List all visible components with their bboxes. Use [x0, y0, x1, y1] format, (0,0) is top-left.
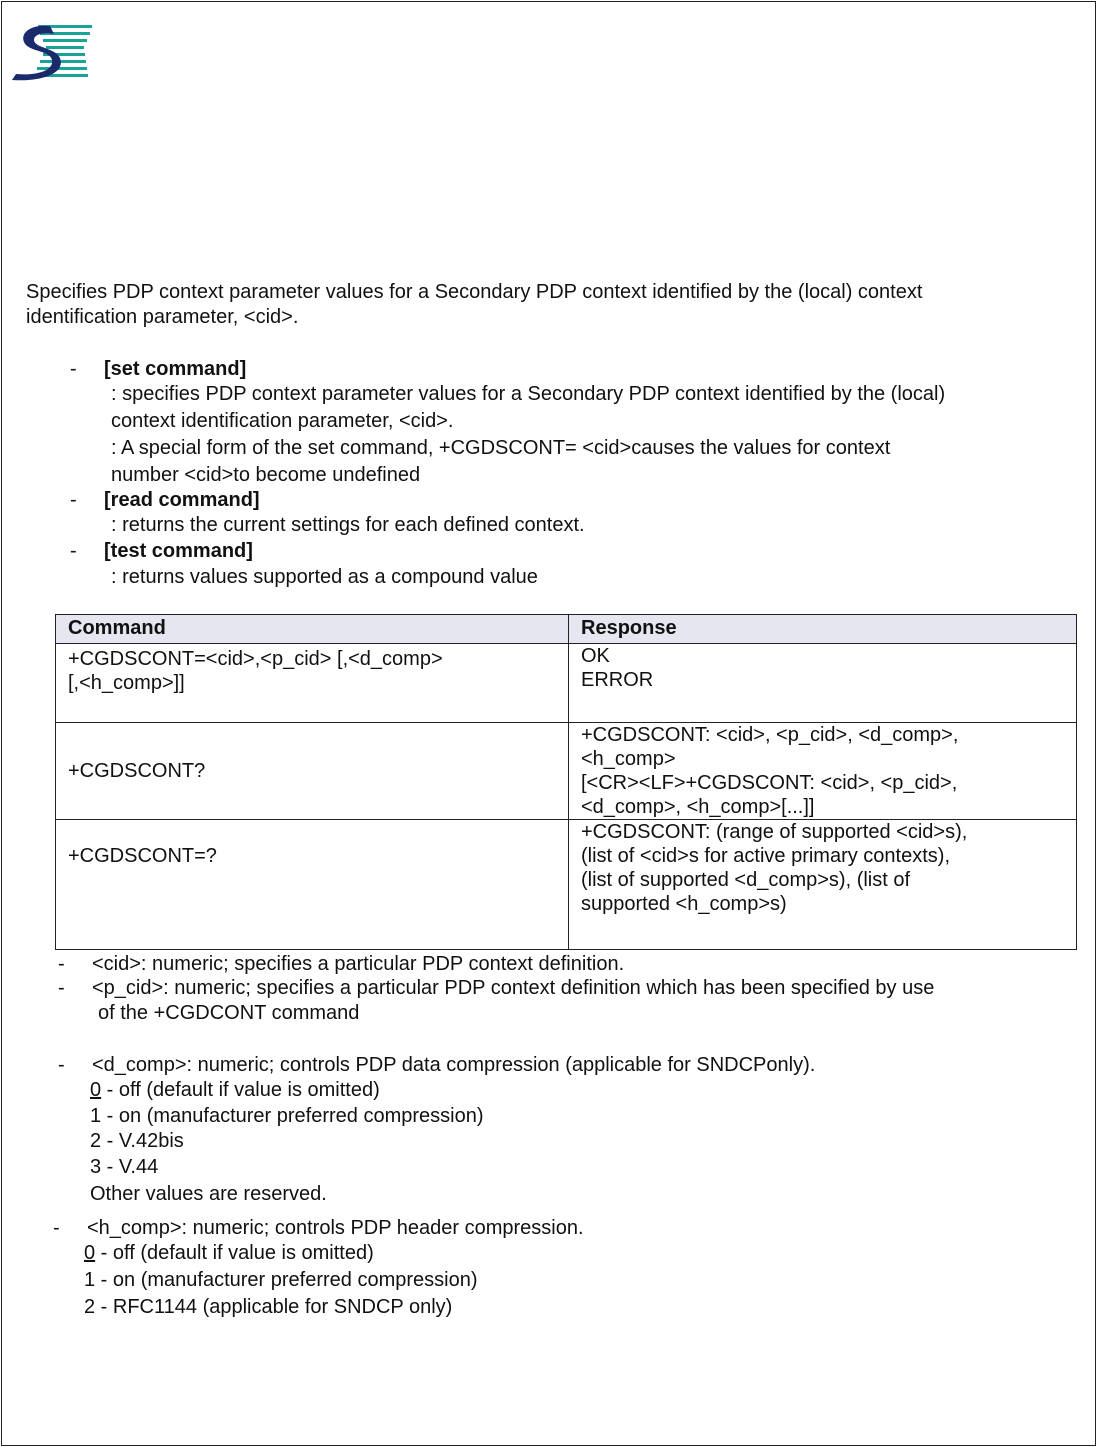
set-desc-line-4: number <cid>to become undefined: [111, 464, 421, 486]
value-desc: - off (default if value is omitted): [95, 1242, 374, 1264]
response-text: (list of supported <d_comp>s), (list of: [581, 869, 911, 891]
test-command-title: [test command]: [104, 540, 253, 562]
d-comp-value-0: [90, 1078, 380, 1102]
param-cid: <cid>: numeric; specifies a particular PDP context definition.: [92, 953, 625, 975]
command-table: [55, 614, 1077, 950]
company-logo: [10, 22, 94, 82]
set-desc-line-1: : specifies PDP context parameter values for a Secondary PDP context identified by the (local): [111, 383, 946, 405]
command-text: +CGDSCONT=<cid>,<p_cid> [,<d_comp>: [68, 648, 443, 670]
test-desc: : returns values supported as a compound value: [111, 566, 538, 588]
response-text: <d_comp>, <h_comp>[...]]: [581, 796, 815, 818]
read-command-title: [read command]: [104, 489, 260, 511]
param-dash: -: [58, 953, 65, 975]
header-command: Command: [56, 615, 569, 644]
command-cell: [56, 644, 569, 723]
set-dash: -: [70, 358, 77, 380]
d-comp-other: Other values are reserved.: [90, 1183, 327, 1205]
set-command-title: [set command]: [104, 358, 247, 380]
h-comp-value-1: 1 - on (manufacturer preferred compression): [84, 1269, 478, 1291]
set-desc-line-2: context identification parameter, <cid>.: [111, 410, 454, 432]
response-text: +CGDSCONT: (range of supported <cid>s),: [581, 821, 968, 843]
intro-line-2: identification parameter, <cid>.: [26, 306, 299, 328]
table-row: [56, 723, 1077, 820]
command-cell: [56, 820, 569, 950]
d-comp-value-2: 2 - V.42bis: [90, 1130, 184, 1152]
test-dash: -: [70, 540, 77, 562]
response-text: <h_comp>: [581, 748, 676, 770]
command-cell: [56, 723, 569, 820]
table-row: [56, 820, 1077, 950]
response-cell: [569, 723, 1077, 820]
response-cell: [569, 820, 1077, 950]
response-text: OK: [581, 645, 610, 667]
h-comp-value-2: 2 - RFC1144 (applicable for SNDCP only): [84, 1296, 453, 1318]
response-text: (list of <cid>s for active primary contexts),: [581, 845, 951, 867]
read-desc: : returns the current settings for each defined context.: [111, 514, 585, 536]
h-comp-value-0: [84, 1241, 374, 1265]
intro-line-1: Specifies PDP context parameter values for a Secondary PDP context identified by the (local) context: [26, 281, 923, 303]
read-dash: -: [70, 489, 77, 511]
param-p-cid-line-2: of the +CGDCONT command: [98, 1002, 360, 1024]
param-d-comp-title: <d_comp>: numeric; controls PDP data compression (applicable for SNDCPonly).: [92, 1054, 816, 1076]
default-value: 0: [84, 1242, 96, 1264]
response-cell: [569, 644, 1077, 723]
response-text: supported <h_comp>s): [581, 893, 787, 915]
value-desc: - off (default if value is omitted): [101, 1079, 380, 1101]
header-response: Response: [569, 615, 1077, 644]
param-dash: -: [53, 1217, 60, 1239]
param-p-cid-line-1: <p_cid>: numeric; specifies a particular PDP context definition which has been specified by use: [92, 977, 935, 999]
command-text: +CGDSCONT?: [68, 760, 206, 782]
param-dash: -: [58, 1054, 65, 1076]
set-desc-line-3: : A special form of the set command, +CGDSCONT= <cid>causes the values for context: [111, 437, 891, 459]
param-dash: -: [58, 977, 65, 999]
command-text: [,<h_comp>]]: [68, 672, 185, 694]
param-h-comp-title: <h_comp>: numeric; controls PDP header compression.: [87, 1217, 584, 1239]
default-value: 0: [90, 1079, 102, 1101]
command-text: +CGDSCONT=?: [68, 845, 217, 867]
response-text: +CGDSCONT: <cid>, <p_cid>, <d_comp>,: [581, 724, 959, 746]
d-comp-value-3: 3 - V.44: [90, 1156, 159, 1178]
table-row: [56, 644, 1077, 723]
d-comp-value-1: 1 - on (manufacturer preferred compression): [90, 1105, 484, 1127]
response-text: ERROR: [581, 669, 654, 691]
table-header-row: [56, 615, 1077, 644]
response-text: [<CR><LF>+CGDSCONT: <cid>, <p_cid>,: [581, 772, 958, 794]
